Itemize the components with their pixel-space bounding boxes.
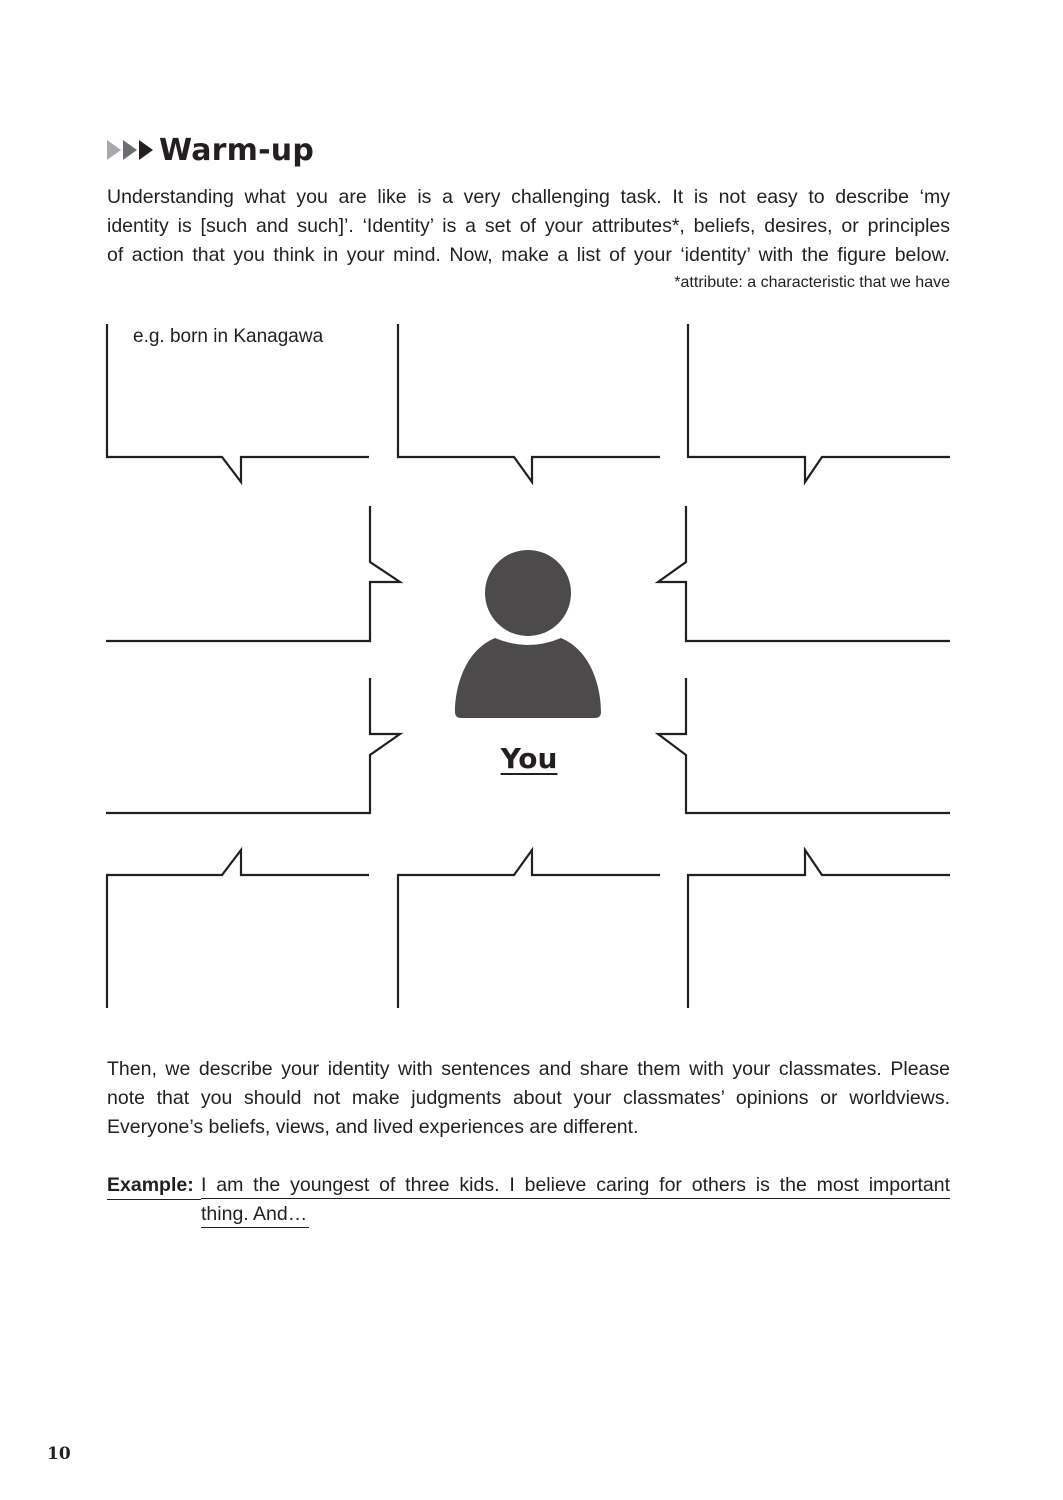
triangle-right-icon <box>123 140 137 160</box>
example-line-1: I am the youngest of three kids. I believe caring for others is the most important <box>201 1171 950 1199</box>
page-number: 10 <box>47 1444 71 1464</box>
arrow-icons <box>107 138 155 162</box>
center-label <box>460 742 598 775</box>
bubble-mid-right-1 <box>658 506 950 641</box>
center-label-text: You <box>500 742 558 775</box>
example-underline <box>107 1199 201 1200</box>
bubble-top-center <box>398 324 660 482</box>
bubble-bottom-center <box>398 850 660 1008</box>
heading-arrows <box>107 138 155 162</box>
triangle-right-icon <box>107 140 121 160</box>
section-heading <box>107 128 314 172</box>
bubble-mid-right-2 <box>658 678 950 813</box>
bubble-mid-left-1 <box>106 506 400 641</box>
bubble-bottom-right <box>688 850 950 1008</box>
outro-line-3: Everyone’s beliefs, views, and lived experiences are different. <box>107 1116 639 1138</box>
example-label: Example: <box>107 1174 194 1196</box>
bubble-mid-left-2 <box>106 678 400 813</box>
intro-line-3: of action that you think in your mind. Now, make a list of your ‘identity’ with the figure below. <box>107 244 950 266</box>
intro-line-2: identity is [such and such]’. ‘Identity’ is a set of your attributes*, beliefs, desires, or principles <box>107 215 950 237</box>
outro-line-1: Then, we describe your identity with sentences and share them with your classmates. Please <box>107 1058 950 1080</box>
page-title: Warm-up <box>159 132 315 168</box>
outro-line-2: note that you should not make judgments about your classmates’ opinions or worldviews. <box>107 1087 950 1109</box>
person-icon <box>455 550 601 718</box>
example-bubble-text: e.g. born in Kanagawa <box>133 326 324 347</box>
example-line-2: thing. And… <box>201 1200 309 1228</box>
intro-line-1: Understanding what you are like is a very challenging task. It is not easy to describe ‘my <box>107 186 950 208</box>
bubble-top-right <box>688 324 950 482</box>
bubble-bottom-left <box>107 850 369 1008</box>
footnote: *attribute: a characteristic that we have <box>674 274 950 291</box>
triangle-right-icon <box>139 140 153 160</box>
